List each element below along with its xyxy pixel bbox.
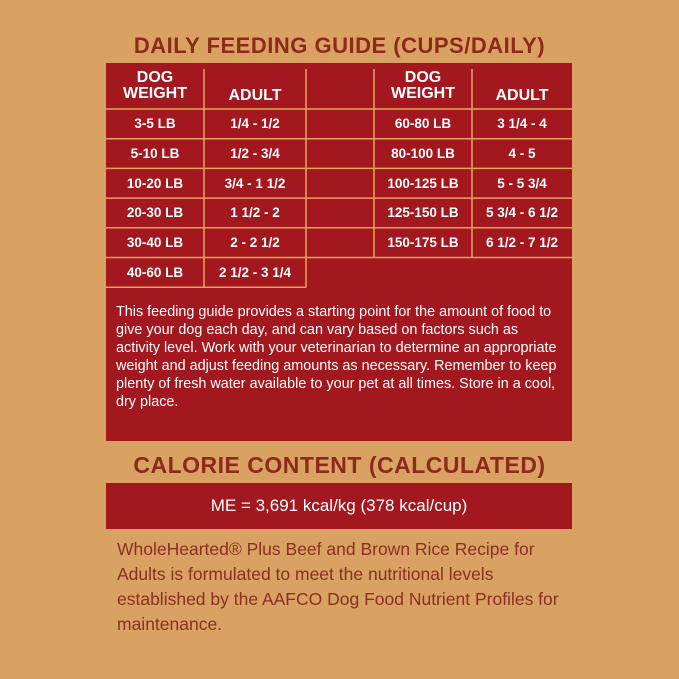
adult-cups-cell: 1/2 - 3/4 xyxy=(230,146,280,162)
adult-cups-cell: 4 - 5 xyxy=(508,146,536,162)
weight-cell: 10-20 LB xyxy=(126,175,184,191)
weight-cell: 150-175 LB xyxy=(387,235,459,251)
feeding-guide-title: DAILY FEEDING GUIDE (CUPS/DAILY) xyxy=(133,33,546,58)
formulation-statement: WholeHearted® Plus Beef and Brown Rice Recipe for Adults is formulated to meet the nutritional levels established by the AAFCO Dog Food Nutrient Profiles for maintenance. xyxy=(117,539,559,634)
calorie-value: ME = 3,691 kcal/kg (378 kcal/cup) xyxy=(210,496,468,515)
weight-cell: 80-100 LB xyxy=(391,146,455,162)
adult-cups-cell: 1/4 - 1/2 xyxy=(230,116,280,132)
weight-cell: 100-125 LB xyxy=(387,175,459,191)
adult-cups-cell: 3 1/4 - 4 xyxy=(497,116,547,132)
adult-cups-cell: 1 1/2 - 2 xyxy=(230,205,280,221)
calorie-content-title: CALORIE CONTENT (CALCULATED) xyxy=(133,452,546,478)
header-adult-left: ADULT xyxy=(228,87,282,104)
header-dog-weight-left: DOG WEIGHT xyxy=(123,69,187,102)
adult-cups-cell: 5 - 5 3/4 xyxy=(497,175,547,191)
calorie-panel xyxy=(106,483,572,529)
adult-cups-cell: 5 3/4 - 6 1/2 xyxy=(485,205,559,221)
feeding-guide-panel xyxy=(106,63,572,441)
weight-cell: 3-5 LB xyxy=(134,116,176,132)
weight-cell: 60-80 LB xyxy=(394,116,452,132)
header-adult-right: ADULT xyxy=(495,87,549,104)
weight-cell: 5-10 LB xyxy=(130,146,180,162)
header-dog-weight-right: DOG WEIGHT xyxy=(391,69,455,102)
adult-cups-cell: 2 - 2 1/2 xyxy=(230,235,280,251)
weight-cell: 125-150 LB xyxy=(387,205,459,221)
weight-cell: 40-60 LB xyxy=(126,264,184,280)
weight-cell: 30-40 LB xyxy=(126,235,184,251)
adult-cups-cell: 2 1/2 - 3 1/4 xyxy=(218,264,292,280)
adult-cups-cell: 6 1/2 - 7 1/2 xyxy=(485,235,559,251)
weight-cell: 20-30 LB xyxy=(126,205,184,221)
adult-cups-cell: 3/4 - 1 1/2 xyxy=(224,175,286,191)
feeding-note: This feeding guide provides a starting point for the amount of food to give your dog each day, and can vary based on factors such as activity level. Work with your veterinarian to determine an appropriate weight and adjust feeding amounts as necessary. Remember to keep plenty of fresh water available to your pet at all times. Store in a cool, dry place. xyxy=(116,304,557,410)
